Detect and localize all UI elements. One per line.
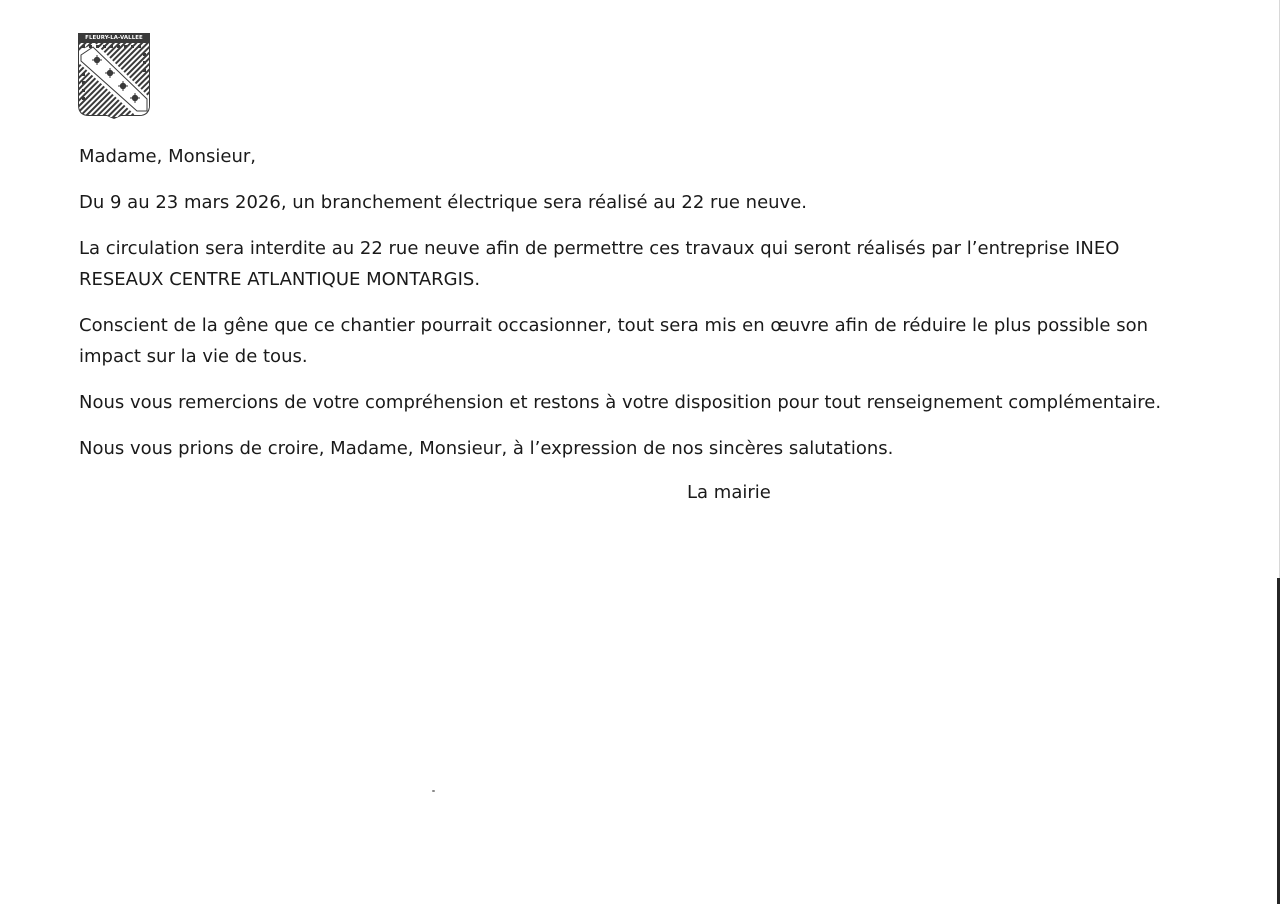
crest-town-name: FLEURY-LA-VALLEE [85,35,143,41]
letter-paragraph: Du 9 au 23 mars 2026, un branchement électrique sera réalisé au 22 rue neuve. [79,192,807,213]
letter-paragraph: La circulation sera interdite au 22 rue neuve afin de permettre ces travaux qui seront réalisés par l’entreprise INEO RESEAUX CENTRE ATLANTIQUE MONTARGIS. [79,238,1120,290]
letter-paragraph: Conscient de la gêne que ce chantier pourrait occasionner, tout sera mis en œuvre afin de réduire le plus possible son impact sur la vie de tous. [79,315,1148,367]
letter-signature: La mairie [687,482,771,503]
letter-closing: Nous vous prions de croire, Madame, Monsieur, à l’expression de nos sincères salutations. [79,438,894,459]
letter-paragraph: Nous vous remercions de votre compréhension et restons à votre disposition pour tout renseignement complémentaire. [79,392,1162,413]
coat-of-arms-icon [77,33,151,119]
scan-speck [432,790,435,792]
letter-greeting: Madame, Monsieur, [79,146,257,167]
letter-body [79,141,1189,508]
